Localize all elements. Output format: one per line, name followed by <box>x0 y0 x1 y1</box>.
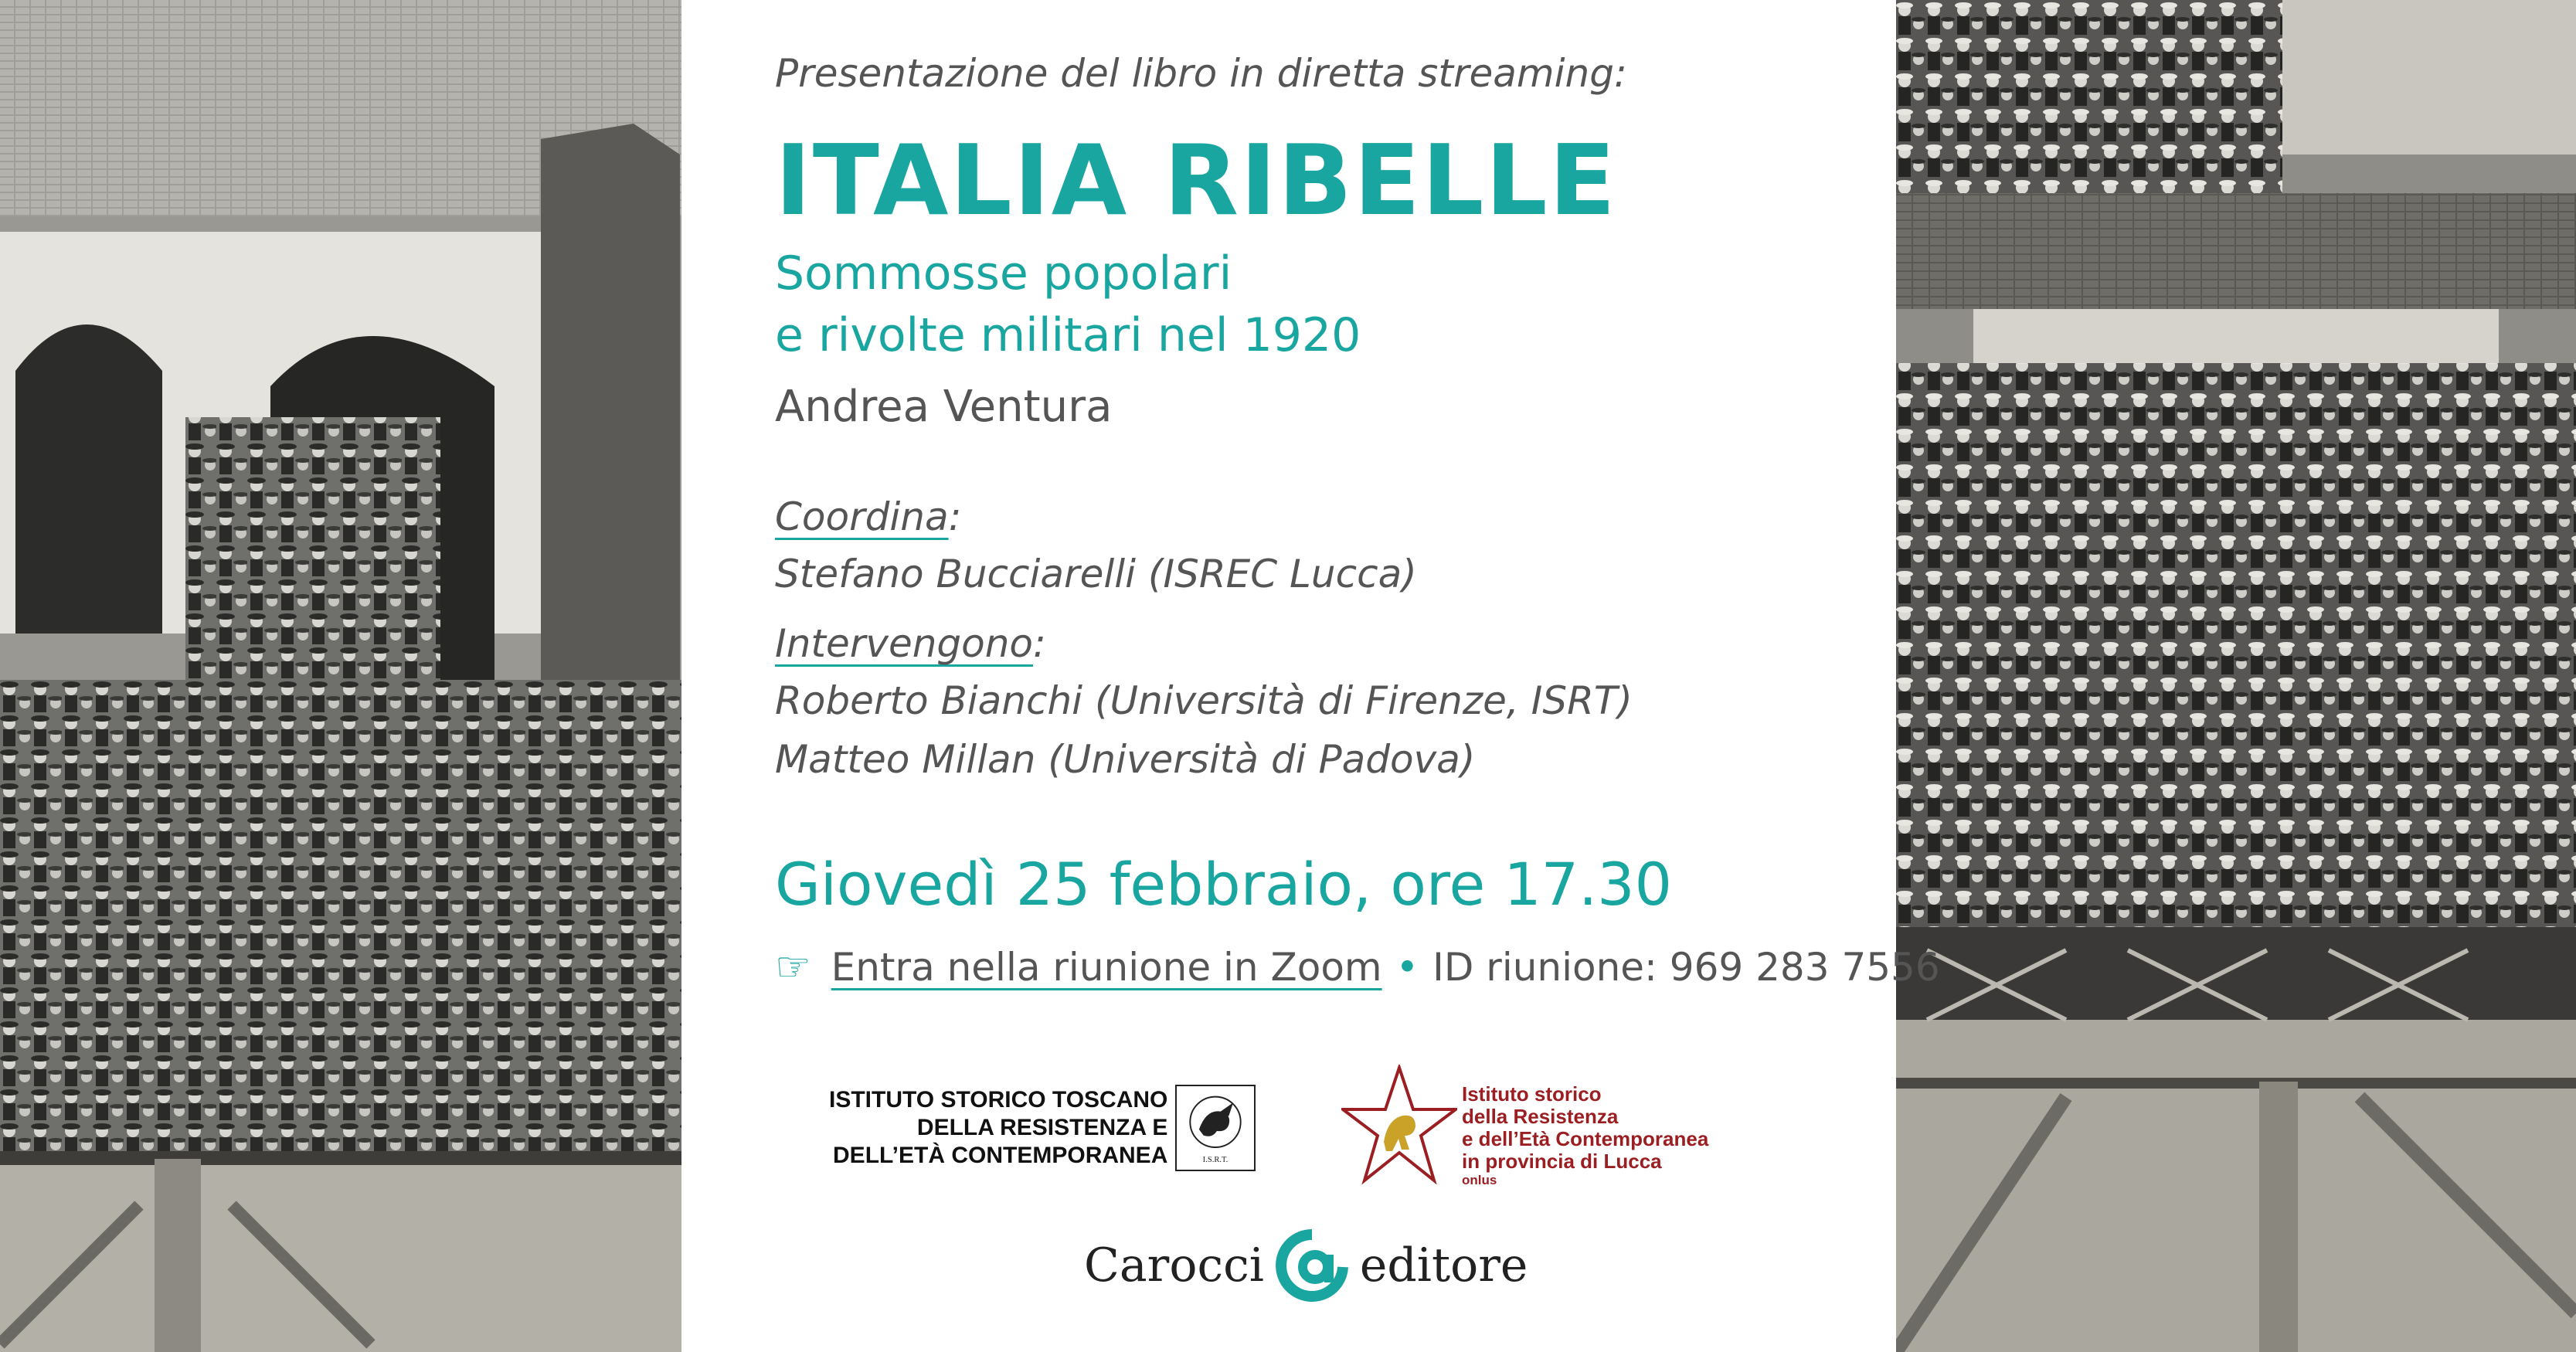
separator-dot: • <box>1395 945 1419 990</box>
publisher-name-right: editore <box>1359 1238 1528 1293</box>
isrec-line: della Resistenza <box>1462 1105 1619 1128</box>
isrec-logo-text <box>1462 1083 1708 1188</box>
event-date: Giovedì 25 febbraio, ore 17.30 <box>775 850 1672 919</box>
event-info-column <box>775 0 1940 1352</box>
isrt-emblem-text: I.S.R.T. <box>1203 1156 1229 1165</box>
isrec-line: e dell’Età Contemporanea <box>1462 1127 1709 1150</box>
isrt-logo-text <box>829 1086 1167 1170</box>
isrt-line: DELLA RESISTENZA E <box>916 1115 1168 1140</box>
book-title: ITALIA RIBELLE <box>775 124 1617 237</box>
isrt-line: ISTITUTO STORICO TOSCANO <box>829 1087 1168 1113</box>
isrec-onlus: onlus <box>1462 1173 1497 1187</box>
subtitle-line-1: Sommosse popolari <box>775 246 1232 301</box>
coordinator-label: Coordina <box>775 494 949 539</box>
coordinator-name: Stefano Bucciarelli (ISREC Lucca) <box>775 552 1417 596</box>
coordinator-heading <box>775 494 961 539</box>
speaker-item: Roberto Bianchi (Università di Firenze, ISRT) <box>775 678 1633 723</box>
author-name: Andrea Ventura <box>775 382 1113 432</box>
isrt-emblem-icon <box>1175 1085 1256 1171</box>
isrec-line: in provincia di Lucca <box>1462 1150 1662 1173</box>
speakers-label-colon: : <box>1033 621 1046 666</box>
isrt-line: DELL’ETÀ CONTEMPORANEA <box>833 1143 1168 1168</box>
subtitle-line-2: e rivolte militari nel 1920 <box>775 308 1361 362</box>
zoom-info <box>775 944 1940 990</box>
isrec-line: Istituto storico <box>1462 1082 1602 1106</box>
isrec-star-icon <box>1341 1065 1457 1188</box>
photo-right-crowd-arena <box>1896 0 2576 1352</box>
isrec-logo <box>1341 1065 1708 1188</box>
speakers-label: Intervengono <box>775 621 1034 666</box>
publisher-logo <box>1084 1228 1528 1303</box>
carocci-at-icon <box>1275 1228 1349 1303</box>
meeting-id: ID riunione: 969 283 7556 <box>1432 945 1940 990</box>
book-subtitle <box>775 243 1361 366</box>
coordinator-label-colon: : <box>948 494 962 539</box>
zoom-meeting-link[interactable]: Entra nella riunione in Zoom <box>831 945 1382 990</box>
isrt-logo <box>829 1082 1256 1174</box>
photo-left-crowd-arena <box>0 0 681 1352</box>
pointing-hand-icon: ☞ <box>775 944 811 990</box>
speaker-item: Matteo Millan (Università di Padova) <box>775 737 1476 782</box>
intro-text: Presentazione del libro in diretta streaming: <box>775 51 1627 96</box>
speakers-heading <box>775 621 1046 666</box>
publisher-name-left: Carocci <box>1084 1238 1264 1293</box>
